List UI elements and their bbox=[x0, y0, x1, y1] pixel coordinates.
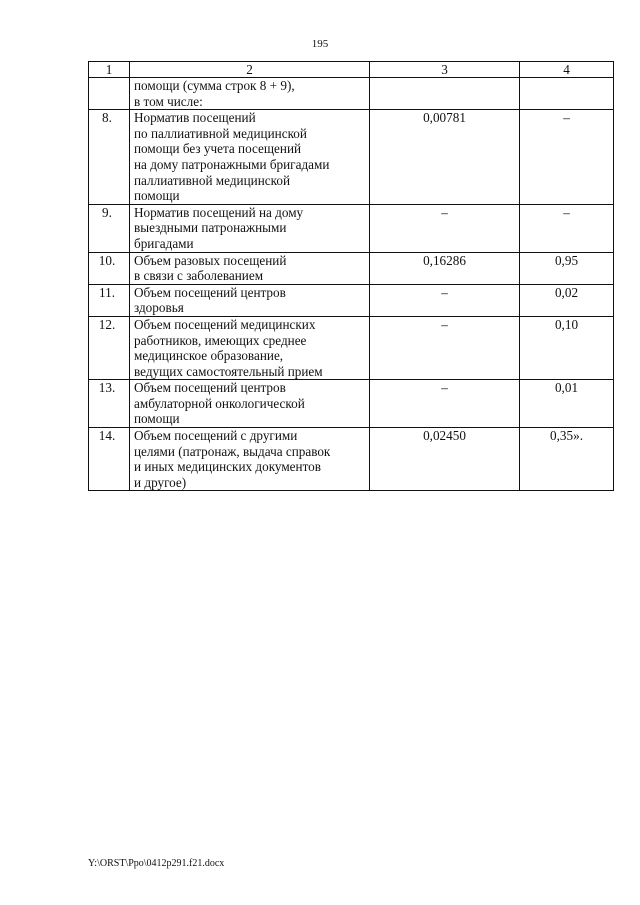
table-row bbox=[89, 284, 614, 316]
table-row bbox=[89, 110, 614, 205]
header-col-1: 1 bbox=[89, 62, 130, 78]
row-number: 14. bbox=[89, 428, 130, 491]
row-description bbox=[130, 252, 370, 284]
table-row bbox=[89, 316, 614, 379]
row-number: 11. bbox=[89, 284, 130, 316]
row-value-col-4: – bbox=[520, 110, 614, 205]
description-line: и другое) bbox=[134, 474, 187, 490]
table-row bbox=[89, 428, 614, 491]
description-line: Объем посещений центров bbox=[134, 284, 286, 300]
row-value-col-3 bbox=[370, 78, 520, 110]
table-header-row bbox=[89, 62, 614, 78]
row-value-col-4: 0,02 bbox=[520, 284, 614, 316]
description-line: бригадами bbox=[134, 235, 194, 251]
description-line: медицинское образование, bbox=[134, 348, 284, 364]
description-line: по паллиативной медицинской bbox=[134, 125, 307, 141]
row-value-col-4: 0,35». bbox=[520, 428, 614, 491]
row-value-col-3: 0,02450 bbox=[370, 428, 520, 491]
row-value-col-4: 0,10 bbox=[520, 316, 614, 379]
description-line: Объем разовых посещений bbox=[134, 252, 287, 268]
row-value-col-3: – bbox=[370, 316, 520, 379]
row-number bbox=[89, 78, 130, 110]
norms-table bbox=[88, 61, 614, 491]
row-value-col-4: 0,01 bbox=[520, 380, 614, 428]
table-row bbox=[89, 204, 614, 252]
description-line: работников, имеющих среднее bbox=[134, 332, 307, 348]
row-value-col-4: – bbox=[520, 204, 614, 252]
description-line: Норматив посещений на дому bbox=[134, 204, 304, 220]
row-value-col-3: 0,00781 bbox=[370, 110, 520, 205]
description-line: Объем посещений медицинских bbox=[134, 316, 316, 332]
table-row bbox=[89, 380, 614, 428]
row-value-col-3: – bbox=[370, 284, 520, 316]
description-line: помощи без учета посещений bbox=[134, 141, 302, 157]
description-line: помощи bbox=[134, 411, 180, 427]
description-line: паллиативной медицинской bbox=[134, 172, 291, 188]
table-row bbox=[89, 252, 614, 284]
description-line: здоровья bbox=[134, 300, 184, 316]
description-line: Норматив посещений bbox=[134, 110, 256, 126]
header-col-3: 3 bbox=[370, 62, 520, 78]
description-line: помощи (сумма строк 8 + 9), bbox=[134, 78, 295, 93]
description-line: выездными патронажными bbox=[134, 220, 287, 236]
row-number: 8. bbox=[89, 110, 130, 205]
description-line: целями (патронаж, выдача справок bbox=[134, 443, 331, 459]
row-value-col-3: – bbox=[370, 380, 520, 428]
document-path-footer: Y:\ORST\Ppo\0412p291.f21.docx bbox=[88, 858, 225, 869]
table-body bbox=[89, 78, 614, 491]
row-description bbox=[130, 316, 370, 379]
row-description bbox=[130, 78, 370, 110]
description-line: Объем посещений центров bbox=[134, 380, 286, 396]
row-description bbox=[130, 110, 370, 205]
row-value-col-4: 0,95 bbox=[520, 252, 614, 284]
row-number: 10. bbox=[89, 252, 130, 284]
table-row bbox=[89, 78, 614, 110]
row-value-col-4 bbox=[520, 78, 614, 110]
header-col-4: 4 bbox=[520, 62, 614, 78]
description-line: ведущих самостоятельный прием bbox=[134, 363, 323, 379]
description-line: в том числе: bbox=[134, 93, 203, 109]
description-line: на дому патронажными бригадами bbox=[134, 156, 330, 172]
row-description bbox=[130, 428, 370, 491]
row-description bbox=[130, 204, 370, 252]
row-number: 13. bbox=[89, 380, 130, 428]
description-line: Объем посещений с другими bbox=[134, 428, 298, 444]
description-line: в связи с заболеванием bbox=[134, 268, 264, 284]
description-line: амбулаторной онкологической bbox=[134, 395, 305, 411]
row-description bbox=[130, 284, 370, 316]
row-description bbox=[130, 380, 370, 428]
description-line: и иных медицинских документов bbox=[134, 459, 322, 475]
row-value-col-3: – bbox=[370, 204, 520, 252]
row-number: 12. bbox=[89, 316, 130, 379]
page-number: 195 bbox=[311, 38, 329, 50]
row-number: 9. bbox=[89, 204, 130, 252]
row-value-col-3: 0,16286 bbox=[370, 252, 520, 284]
header-col-2: 2 bbox=[130, 62, 370, 78]
description-line: помощи bbox=[134, 188, 180, 204]
